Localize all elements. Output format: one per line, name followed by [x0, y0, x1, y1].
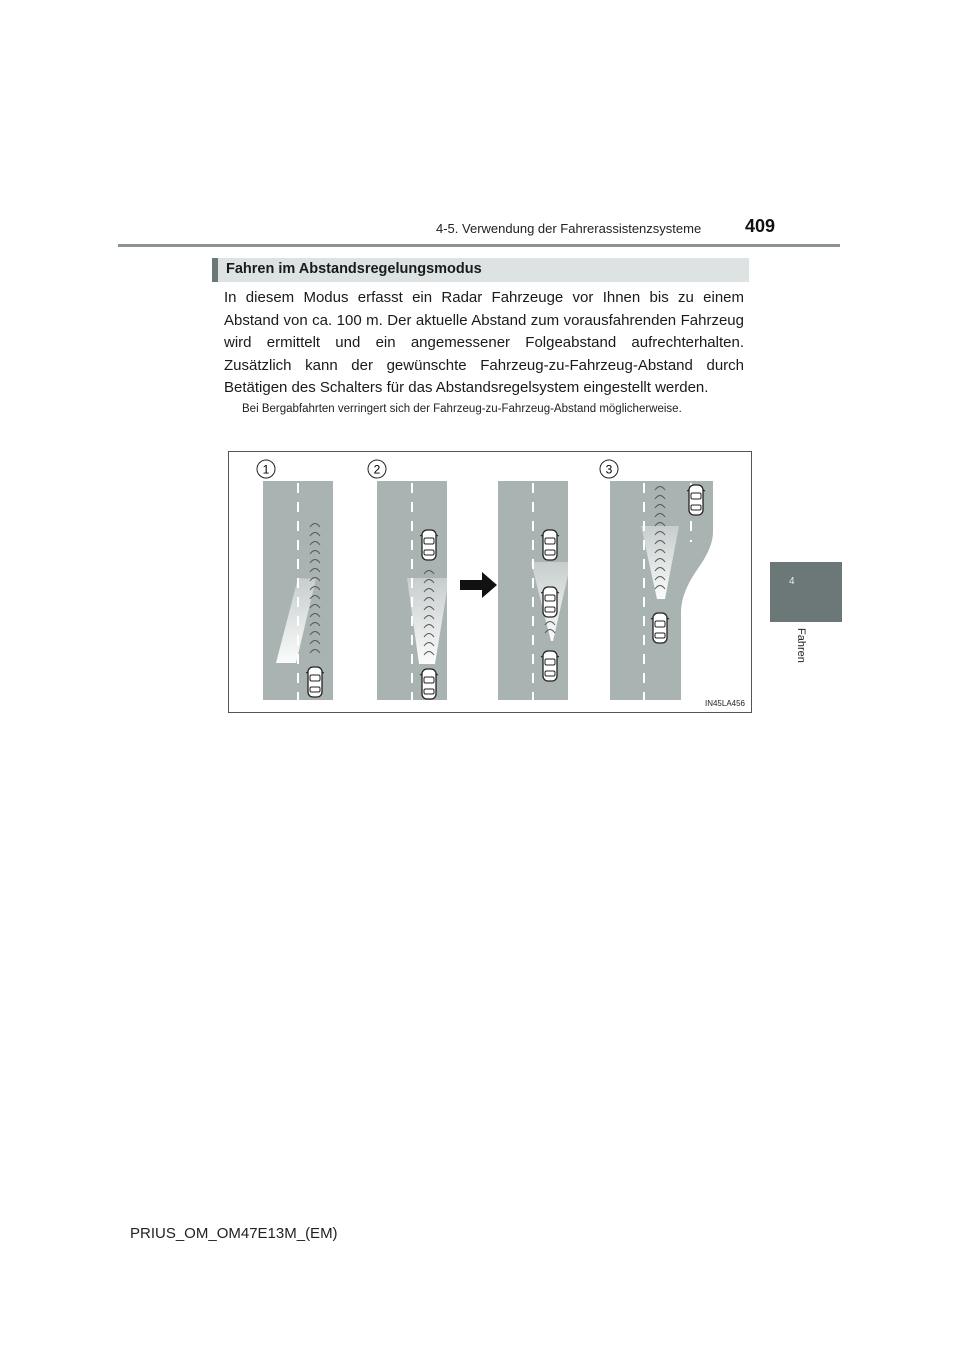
section-heading-bar [212, 258, 749, 282]
section-title: Fahren im Abstandsregelungsmodus [226, 261, 482, 277]
callout-1-label: 1 [262, 462, 270, 477]
scene-2a [377, 481, 449, 700]
section-heading-accent [212, 258, 218, 282]
chapter-number: 4 [789, 576, 795, 587]
page-number: 409 [745, 216, 776, 236]
callout-1 [257, 460, 275, 478]
figure-id: IN45LA456 [704, 699, 745, 708]
header-section-title: 4-5. Verwendung der Fahrerassistenzsysteme [436, 221, 702, 236]
header-divider [118, 244, 840, 247]
scene-3 [610, 481, 713, 700]
transition-arrow-icon [460, 572, 497, 598]
chapter-label: Fahren [795, 628, 807, 663]
callout-2-label: 2 [373, 462, 381, 477]
callout-2 [368, 460, 386, 478]
document-code: PRIUS_OM_OM47E13M_(EM) [130, 1225, 338, 1242]
note-paragraph: Bei Bergabfahrten verringert sich der Fahrzeug-zu-Fahrzeug-Abstand möglicherweise. [242, 403, 682, 415]
chapter-tab [770, 562, 842, 622]
scene-2b [498, 481, 571, 700]
body-paragraph: In diesem Modus erfasst ein Radar Fahrzeuge vor Ihnen bis zu einem Abstand von ca. 100 m. Der aktuelle Abstand zum vorausfahrenden Fahrzeug wird ermittelt und ein angemessener Folgeabstand aufrechterhalten. Zusätzlich kann der gewünschte Fahrzeug-zu-Fahrzeug-Abstand durch Betätigen des Schalters für das Abstandsregelsystem eingestellt werden. [224, 289, 744, 397]
callout-3-label: 3 [605, 462, 613, 477]
scene-1 [263, 481, 333, 700]
acc-diagram [229, 452, 751, 712]
acc-illustration [228, 451, 752, 713]
callout-3 [600, 460, 618, 478]
